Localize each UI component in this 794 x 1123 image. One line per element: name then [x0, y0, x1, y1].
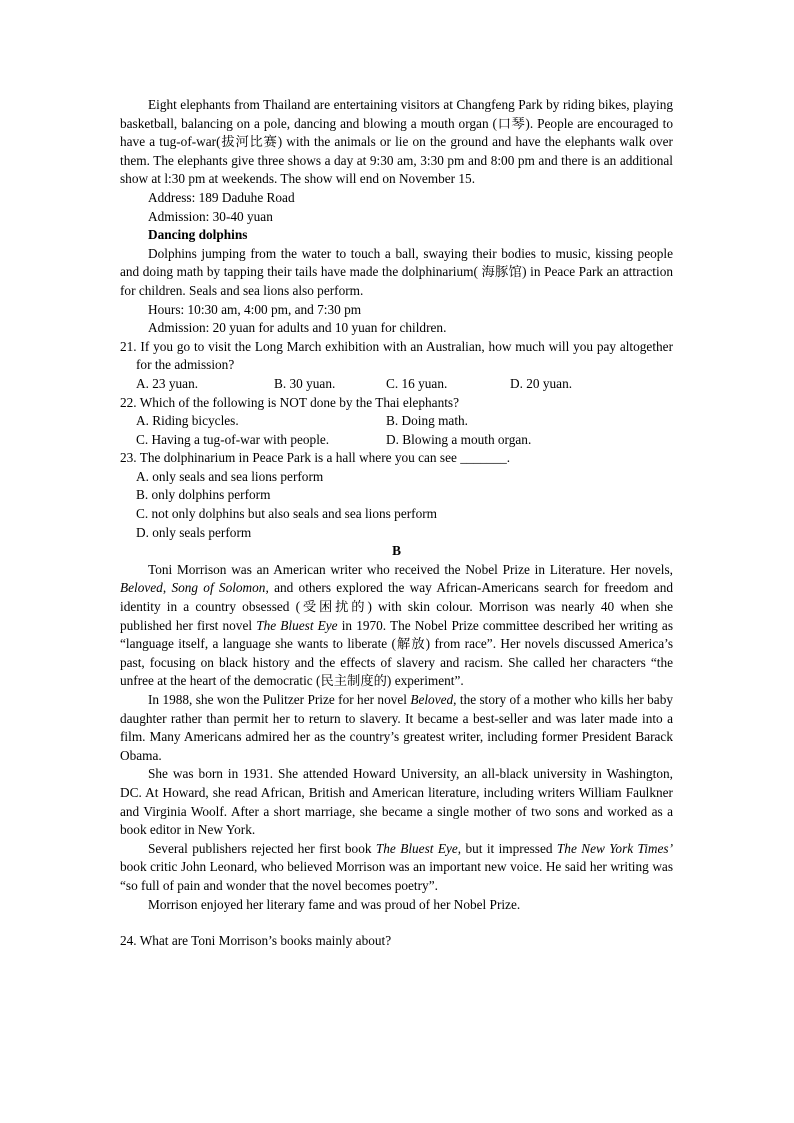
question-21: 21. If you go to visit the Long March exhibition with an Australian, how much will you pay altogether for the admission? [120, 338, 673, 373]
option-22-a: A. Riding bicycles. [136, 413, 239, 429]
option-22-b: B. Doing math. [386, 413, 468, 429]
option-21-a: A. 23 yuan. [136, 375, 199, 391]
question-21-options [120, 375, 673, 394]
option-22-c: C. Having a tug-of-war with people. [136, 431, 330, 447]
option-23-d: D. only seals perform [136, 524, 252, 540]
question-22: 22. Which of the following is NOT done by the Thai elephants? [120, 394, 460, 410]
question-22-options-row1 [120, 412, 673, 431]
section-b-paragraph-1: Toni Morrison was an American writer who received the Nobel Prize in Literature. Her novels, Beloved, Song of Solomon, and others explored the way African-Americans search for freedom and identity in a country obsessed (受困扰的) with skin colour. Morrison was nearly 40 when she published her first novel The Bluest Eye in 1970. The Nobel Prize committee described her writing as “language itself, a language she wants to liberate (解放) from race”. Her novels discussed America’s past, focusing on black history and the effects of slavery and racism. She called her characters “the unfree at the heart of the democratic (民主制度的) experiment”. [120, 561, 673, 689]
section-b-paragraph-5: Morrison enjoyed her literary fame and was proud of her Nobel Prize. [148, 896, 521, 912]
document-page [120, 96, 673, 951]
section-b-paragraph-3: She was born in 1931. She attended Howard University, an all-black university in Washington, DC. At Howard, she read African, British and American literature, including writers William Faulkner and Virginia Woolf. After a short marriage, she became a single mother of two sons and worked as a book editor in New York. [120, 766, 673, 838]
option-23-c: C. not only dolphins but also seals and sea lions perform [136, 506, 437, 522]
option-21-c: C. 16 yuan. [386, 375, 448, 391]
option-23-b: B. only dolphins perform [136, 487, 271, 503]
dolphins-admission: Admission: 20 yuan for adults and 10 yuan for children. [148, 320, 447, 336]
elephants-address: Address: 189 Daduhe Road [148, 189, 295, 205]
question-24: 24. What are Toni Morrison’s books mainly about? [120, 933, 392, 949]
dolphins-hours: Hours: 10:30 am, 4:00 pm, and 7:30 pm [148, 301, 362, 317]
option-21-d: D. 20 yuan. [510, 375, 573, 391]
spacer [120, 914, 673, 932]
question-22-options-row2 [120, 431, 673, 450]
option-21-b: B. 30 yuan. [274, 375, 336, 391]
question-23: 23. The dolphinarium in Peace Park is a hall where you can see _______. [120, 450, 511, 466]
dolphins-paragraph: Dolphins jumping from the water to touch a ball, swaying their bodies to music, kissing people and doing math by tapping their tails have made the dolphinarium( 海豚馆) in Peace Park an attraction for children. Seals and sea lions also perform. [120, 245, 673, 298]
section-b-heading: B [392, 543, 401, 559]
section-b-paragraph-4: Several publishers rejected her first book The Bluest Eye, but it impressed The New York Times’ book critic John Leonard, who believed Morrison was an important new voice. He said her writing was “so full of pain and wonder that the novel becomes poetry”. [120, 840, 673, 893]
section-b-paragraph-2: In 1988, she won the Pulitzer Prize for her novel Beloved, the story of a mother who kills her baby daughter rather than permit her to return to slavery. It became a best-seller and was later made into a film. Many Americans admired her as the country’s greatest writer, including former President Barack Obama. [120, 692, 673, 763]
option-22-d: D. Blowing a mouth organ. [386, 431, 532, 447]
option-23-a: A. only seals and sea lions perform [136, 468, 324, 484]
elephants-paragraph: Eight elephants from Thailand are entertaining visitors at Changfeng Park by riding bikes, playing basketball, balancing on a pole, dancing and blowing a mouth organ (口琴). People are encouraged to have a tug-of-war(拔河比赛) with the animals or lie on the ground and have the elephants walk over them. The elephants give three shows a day at 9:30 am, 3:30 pm and 8:00 pm and there is an additional show at l:30 pm at weekends. The show will end on November 15. [120, 97, 673, 187]
elephants-admission: Admission: 30-40 yuan [148, 208, 273, 224]
dolphins-heading: Dancing dolphins [148, 227, 248, 243]
